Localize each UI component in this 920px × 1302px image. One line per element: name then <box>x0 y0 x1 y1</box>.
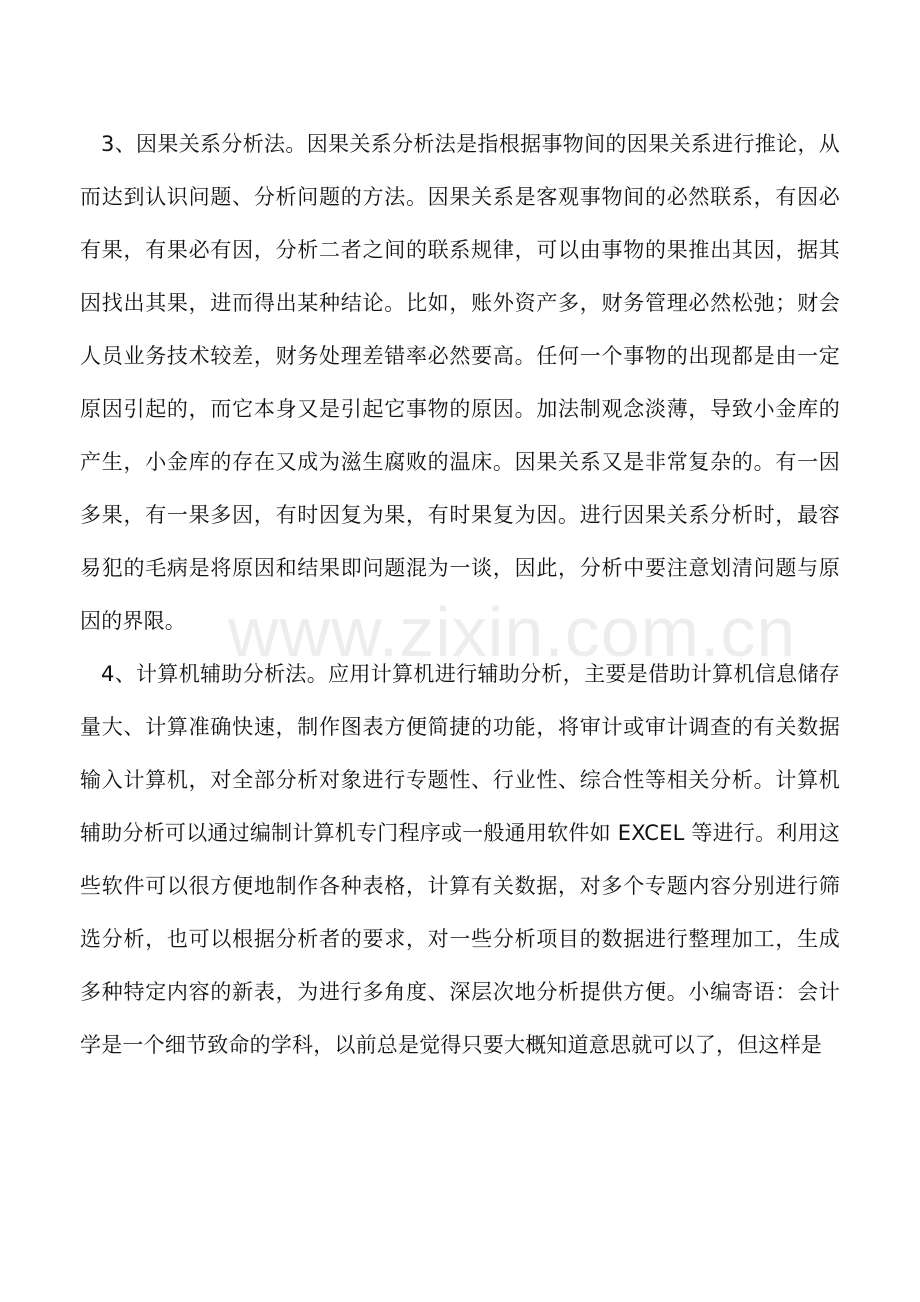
paragraph-computer-aided-analysis: 4、计算机辅助分析法。应用计算机进行辅助分析，主要是借助计算机信息储存量大、计算准确快速，制作图表方便简捷的功能，将审计或审计调查的有关数据输入计算机，对全部分析对象进行专题性、行业性、综合性等相关分析。计算机辅助分析可以通过编制计算机专门程序或一般通用软件如 EXCEL 等进行。利用这些软件可以很方便地制作各种表格，计算有关数据，对多个专题内容分别进行筛选分析，也可以根据分析者的要求，对一些分析项目的数据进行整理加工，生成多种特定内容的新表，为进行多角度、深层次地分析提供方便。小编寄语：会计学是一个细节致命的学科，以前总是觉得只要大概知道意思就可以了，但这样是 <box>80 662 840 1057</box>
watermark-text: www.zixin.com.cn <box>228 593 797 671</box>
paragraph-causal-analysis: 3、因果关系分析法。因果关系分析法是指根据事物间的因果关系进行推论，从而达到认识问题、分析问题的方法。因果关系是客观事物间的必然联系，有因必有果，有果必有因，分析二者之间的联系规律，可以由事物的果推出其因，据其因找出其果，进而得出某种结论。比如，账外资产多，财务管理必然松弛；财会人员业务技术较差，财务处理差错率必然要高。任何一个事物的出现都是由一定原因引起的，而它本身又是引起它事物的原因。加法制观念淡薄，导致小金库的产生，小金库的存在又成为滋生腐败的温床。因果关系又是非常复杂的。有一因多果，有一果多因，有时因复为果，有时果复为因。进行因果关系分析时，最容易犯的毛病是将原因和结果即问题混为一谈，因此，分析中要注意划清问题与原因的界限。 <box>80 132 840 633</box>
document-body <box>80 118 840 1072</box>
